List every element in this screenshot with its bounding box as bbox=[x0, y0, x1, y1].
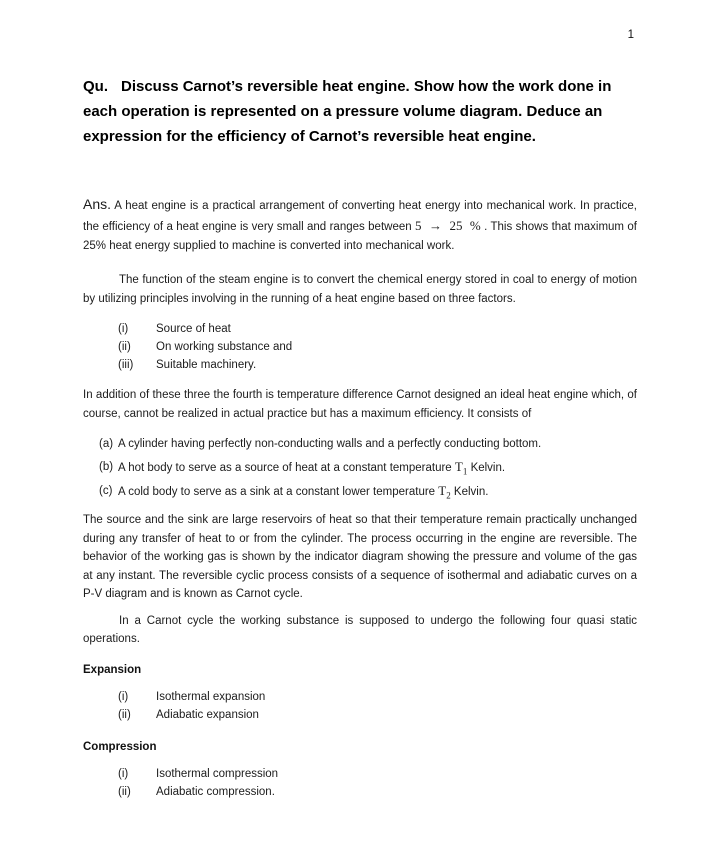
list-text: Isothermal expansion bbox=[156, 690, 266, 703]
page-number: 1 bbox=[627, 29, 634, 41]
factor-item bbox=[83, 356, 637, 374]
temperature-letter: T bbox=[454, 459, 463, 474]
temperature-symbol-t1 bbox=[454, 459, 468, 477]
answer-text-before-range: A heat engine is a practical arrangement of converting heat energy into mechanical work. In practice, the efficiency of a heat engine is very small and ranges between bbox=[83, 200, 637, 233]
answer-label: Ans. bbox=[83, 196, 112, 212]
list-marker: (c) bbox=[99, 485, 113, 497]
component-item bbox=[83, 458, 637, 477]
list-text: Isothermal compression bbox=[156, 767, 279, 780]
expansion-heading: Expansion bbox=[83, 663, 142, 676]
list-marker: (iii) bbox=[118, 359, 134, 371]
factor-item bbox=[83, 338, 637, 356]
temperature-subscript: 1 bbox=[462, 466, 468, 477]
list-text: A cold body to serve as a sink at a constant lower temperature bbox=[118, 486, 436, 498]
efficiency-range-math: 5 → 25 % bbox=[415, 218, 481, 233]
addition-paragraph: In addition of these three the fourth is temperature difference Carnot designed an ideal heat engine which, of course, cannot be realized in actual practice but has a maximum efficiency. It consists of bbox=[83, 389, 637, 420]
question-heading bbox=[83, 74, 637, 149]
factors-list bbox=[83, 320, 637, 374]
expansion-list bbox=[83, 688, 637, 724]
list-text: Adiabatic expansion bbox=[156, 708, 259, 721]
list-text: A hot body to serve as a source of heat at a constant temperature bbox=[118, 462, 452, 474]
component-item bbox=[83, 435, 637, 453]
question-label: Qu. bbox=[83, 78, 108, 95]
steam-engine-paragraph: The function of the steam engine is to convert the chemical energy stored in coal to energy of motion by utilizing principles involving in the running of a heat engine based on three factors. bbox=[83, 274, 637, 305]
temperature-letter: T bbox=[438, 483, 447, 498]
compression-heading: Compression bbox=[83, 740, 157, 753]
temperature-subscript: 2 bbox=[446, 490, 451, 501]
list-text: On working substance and bbox=[156, 341, 293, 353]
list-text: Source of heat bbox=[156, 323, 231, 335]
expansion-item bbox=[83, 688, 637, 706]
components-list bbox=[83, 435, 637, 501]
list-marker: (ii) bbox=[118, 341, 131, 353]
compression-item bbox=[83, 783, 637, 801]
list-text: Suitable machinery. bbox=[156, 359, 257, 371]
list-text-tail: Kelvin. bbox=[453, 486, 489, 498]
factor-item bbox=[83, 320, 637, 338]
list-marker: (ii) bbox=[118, 785, 131, 798]
list-marker: (i) bbox=[118, 690, 129, 703]
list-text: A cylinder having perfectly non-conducting walls and a perfectly conducting bottom. bbox=[118, 438, 542, 450]
list-marker: (ii) bbox=[118, 708, 131, 721]
list-text: Adiabatic compression. bbox=[156, 785, 275, 798]
component-item bbox=[83, 482, 637, 501]
list-marker: (b) bbox=[99, 461, 114, 473]
temperature-symbol-t2 bbox=[438, 483, 451, 501]
answer-text-after-range: . This shows that maximum of 25% heat energy supplied to machine is converted into mechanical work. bbox=[83, 221, 637, 252]
question-text: Discuss Carnot’s reversible heat engine. Show how the work done in each operation is represented on a pressure volume diagram. Deduce an expression for the efficiency of Carnot’s reversible heat engine. bbox=[83, 78, 612, 145]
expansion-item bbox=[83, 706, 637, 724]
reservoir-paragraph: The source and the sink are large reservoirs of heat so that their temperature remain practically unchanged during any transfer of heat to or from the cylinder. The process occurring in the engine are reversible. The behavior of the working gas is shown by the indicator diagram showing the pressure and volume of the gas at any instant. The reversible cyclic process consists of a sequence of isothermal and adiabatic curves on a P-V diagram and is known as Carnot cycle. bbox=[83, 514, 637, 600]
compression-list bbox=[83, 765, 637, 801]
list-marker: (a) bbox=[99, 438, 114, 450]
list-marker: (i) bbox=[118, 323, 129, 335]
list-text-tail: Kelvin. bbox=[470, 462, 506, 474]
compression-item bbox=[83, 765, 637, 783]
carnot-cycle-paragraph: In a Carnot cycle the working substance is supposed to undergo the following four quasi static operations. bbox=[83, 614, 637, 645]
list-marker: (i) bbox=[118, 767, 129, 780]
answer-intro-paragraph bbox=[83, 195, 637, 256]
